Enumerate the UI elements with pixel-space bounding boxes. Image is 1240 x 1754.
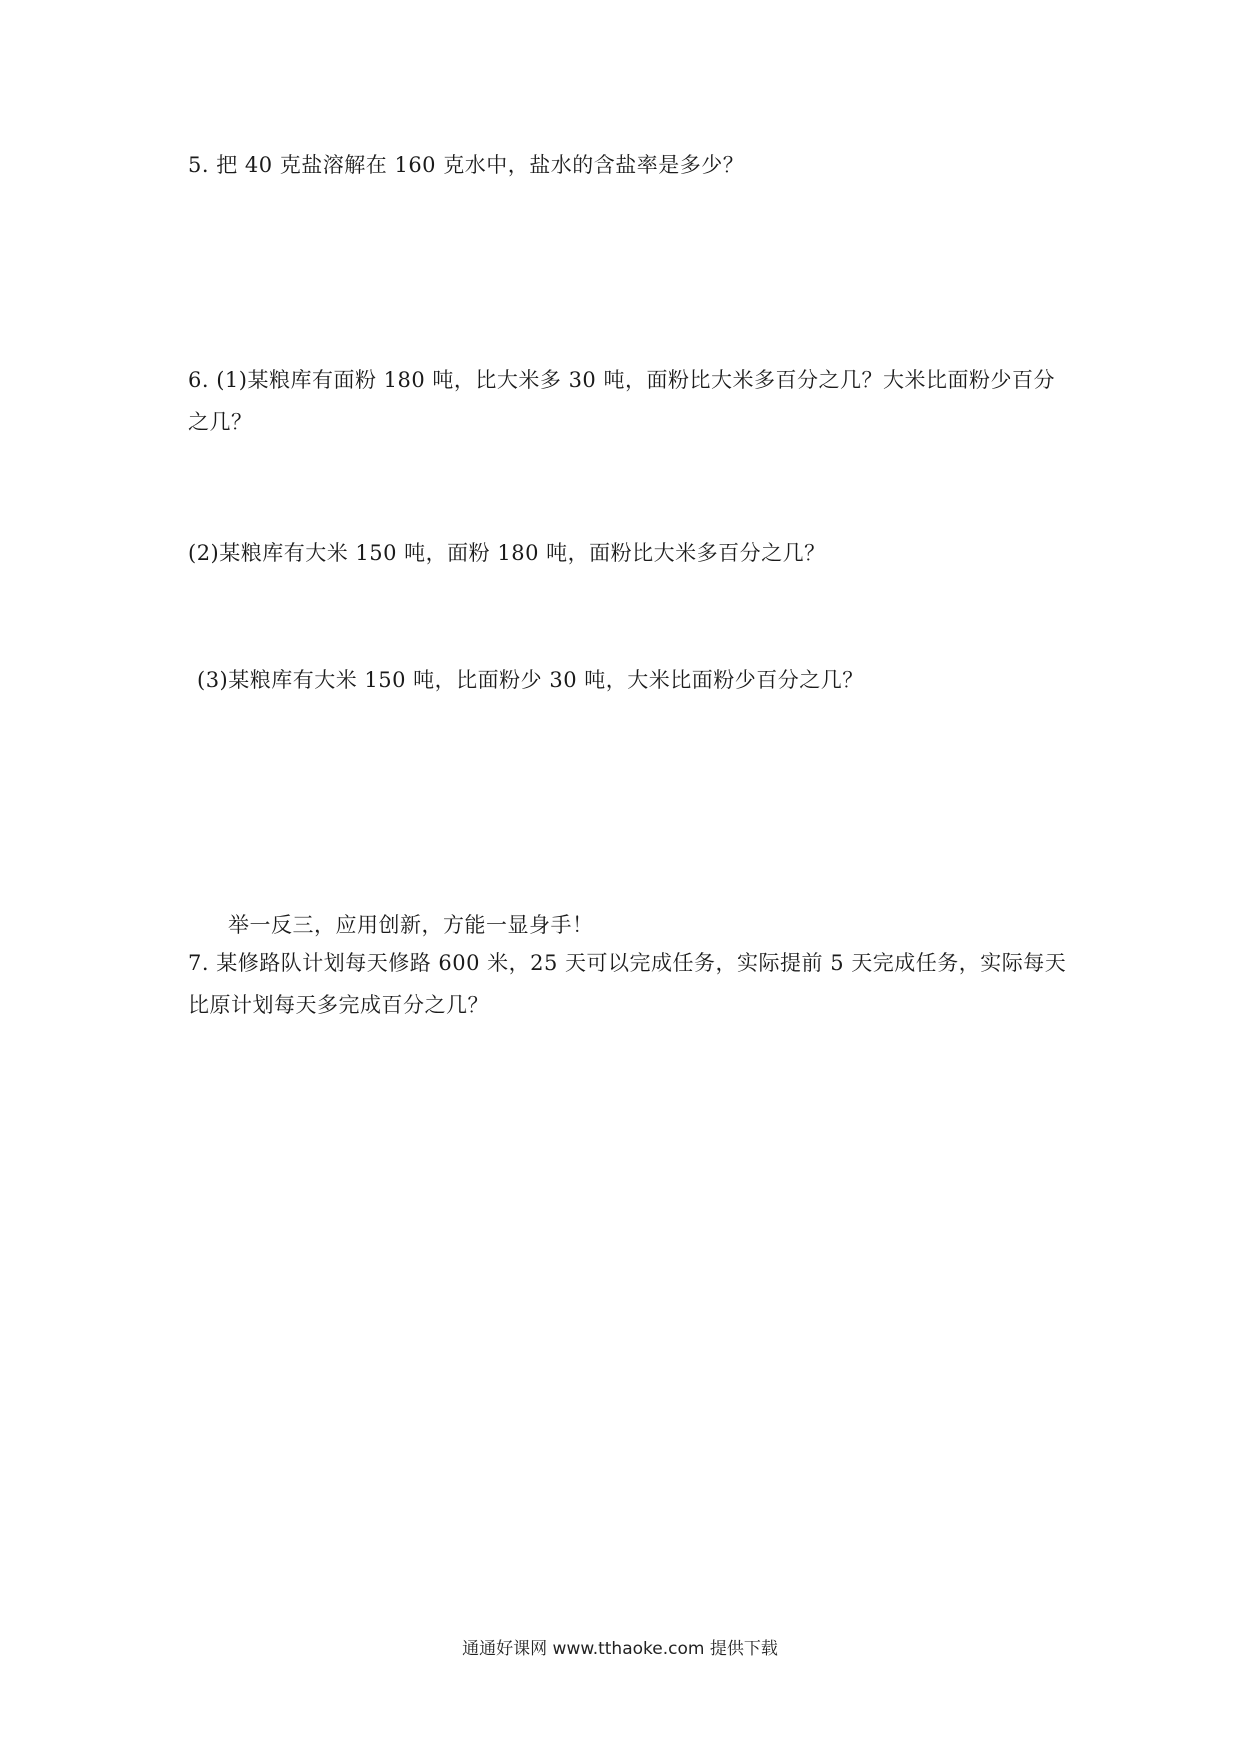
question-6-part-3: (3)某粮库有大米 150 吨，比面粉少 30 吨，大米比面粉少百分之几？	[197, 668, 864, 692]
question-6-part-2: (2)某粮库有大米 150 吨，面粉 180 吨，面粉比大米多百分之几？	[188, 541, 826, 565]
question-6-part-1-line-2: 之几？	[188, 410, 253, 434]
question-6-part-1-line-1: 6. (1)某粮库有面粉 180 吨，比大米多 30 吨，面粉比大米多百分之几？大米比面粉少百分	[188, 368, 1055, 392]
motto-line: 举一反三，应用创新，方能一显身手！	[228, 913, 594, 937]
footer-source-text: 通通好课网 www.tthaoke.com 提供下载	[462, 1639, 778, 1659]
question-5: 5. 把 40 克盐溶解在 160 克水中，盐水的含盐率是多少？	[188, 153, 745, 177]
question-7-line-2: 比原计划每天多完成百分之几？	[188, 993, 489, 1017]
question-7-line-1: 7. 某修路队计划每天修路 600 米，25 天可以完成任务，实际提前 5 天完成任务，实际每天	[188, 951, 1067, 975]
